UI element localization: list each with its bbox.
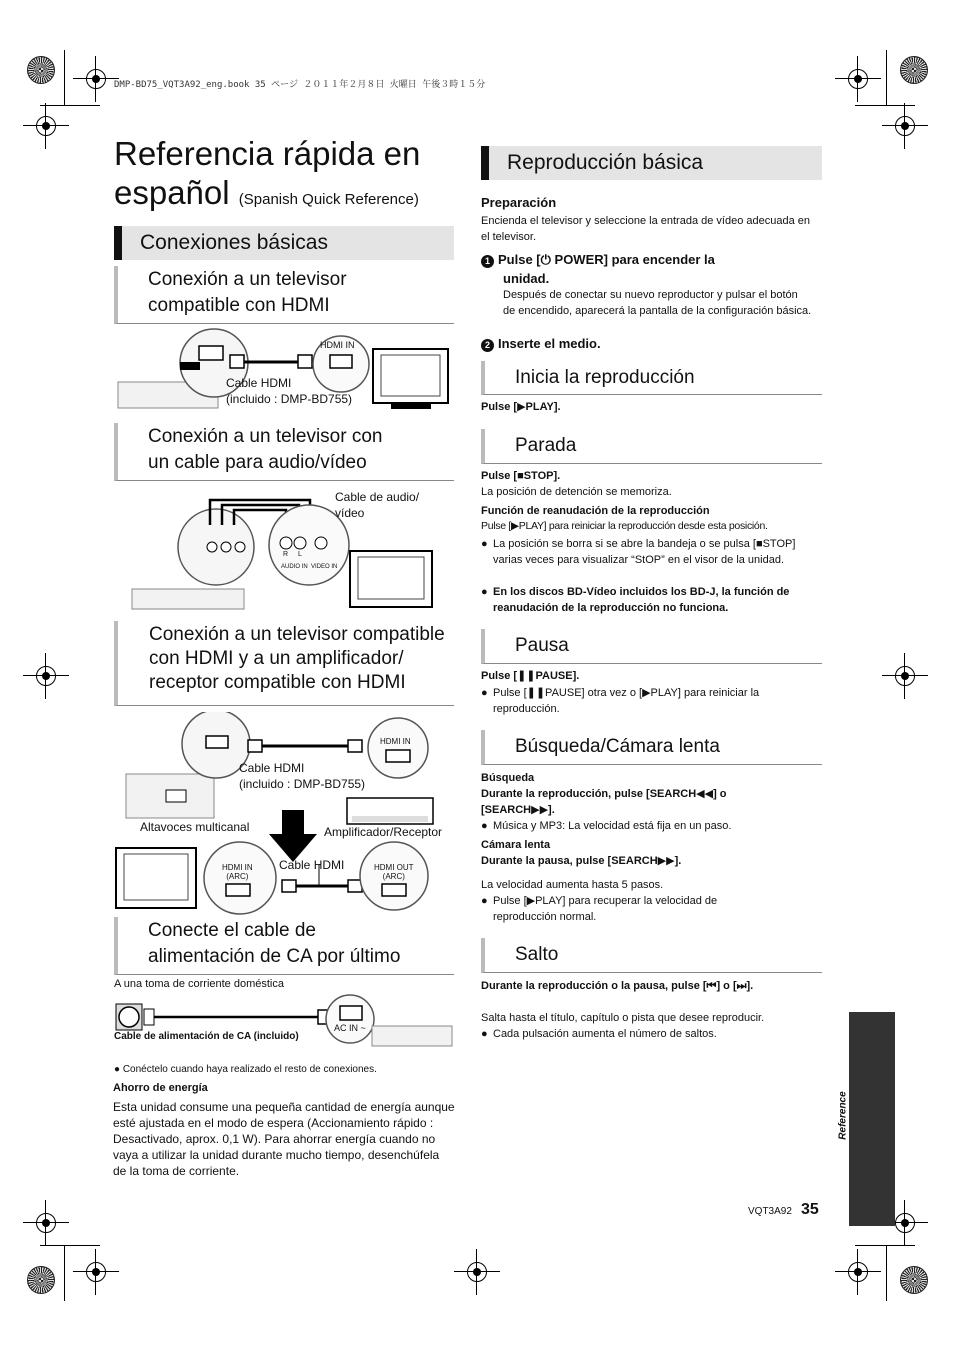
bullet: ● [481,820,488,832]
heading-line: Conexión a un televisor [148,269,347,290]
play-cmd: Pulse [▶PLAY]. [481,401,561,413]
crop-mark [64,50,65,106]
footer-code: VQT3A92 [748,1206,792,1217]
heading-skip: Salto [481,938,822,973]
search-title: Búsqueda [481,772,535,784]
registration-mark-bottom-right [845,1259,871,1285]
stop-bullet1 [481,536,816,568]
page-title-line1: Referencia rápida en [114,135,421,172]
label-audio-in: AUDIO IN [281,564,308,570]
heading-power [114,917,454,975]
pause-bullet [481,685,816,717]
tv-screen [381,355,440,396]
heading-hdmi-tv [114,266,454,324]
player-jack [207,542,217,552]
stop-bullet2 [481,584,816,616]
label-amplifier: Amplificador/Receptor [324,825,443,839]
step-number-2: 2 [481,339,494,352]
bullet: ● [481,586,488,598]
heading-play: Inicia la reproducción [481,361,822,395]
label-cable-hdmi: Cable HDMI [239,761,305,775]
step2-title [481,336,601,352]
heading-line: alimentación de CA por último [148,946,401,967]
label-outlet: A una toma de corriente doméstica [114,978,284,990]
label-r: R [283,551,289,558]
page-subtitle: (Spanish Quick Reference) [238,191,419,208]
label-cable-hdmi-2: Cable HDMI [279,858,345,872]
label-av-cable: Cable de audio/ [335,490,420,504]
step1-line [481,250,816,269]
skip-cmd: Durante la reproducción o la pausa, pulse [⏮] o [⏭]. [481,980,754,992]
prep-text: Encienda el televisor y seleccione la entrada de vídeo adecuada en el televisor. [481,215,811,243]
heading-amp [114,621,454,706]
arrow-icon [269,810,317,862]
registration-mark-right-mid [892,663,918,689]
energy-title: Ahorro de energía [113,1082,208,1094]
registration-mark-left-upper [33,113,59,139]
heading-line: Conecte el cable de [148,920,316,941]
bullet: ● [481,687,488,699]
resume-text: Pulse [▶PLAY] para reiniciar la reproducción desde esta posición. [481,520,768,532]
registration-mark-left-lower [33,1210,59,1236]
label-ac-in: AC IN ~ [334,1023,366,1033]
tv-jack-r [280,537,292,549]
section-bar-reproduccion: Reproducción básica [481,146,822,180]
side-tab [849,1012,895,1226]
skip-desc: Salta hasta el título, capítulo o pista que desee reproducir. [481,1012,765,1024]
label-power-cord: Cable de alimentación de CA (incluido) [114,1031,299,1042]
heading-line: compatible con HDMI [148,295,330,316]
step1-line: unidad. [503,271,550,286]
side-tab-label: Reference [837,1091,849,1140]
player-hdmi-port [166,790,186,802]
tv-jack-l [294,537,306,549]
label-hdmi-in: HDMI IN [320,340,355,350]
step2-title-text: Inserte el medio. [498,336,601,351]
pause-cmd: Pulse [❚❚PAUSE]. [481,670,580,682]
tv-hdmi-port [330,355,352,368]
bullet-text: Cada pulsación aumenta el número de saltos. [493,1028,717,1040]
heading-line: receptor compatible con HDMI [149,672,406,693]
ac-inlet [340,1006,362,1020]
player-jack [221,542,231,552]
amp-hdmi-port [386,750,410,762]
heading-pause: Pausa [481,629,822,664]
stop-desc: La posición de detención se memoriza. [481,486,672,498]
crop-mark [855,1245,915,1246]
prep-title: Preparación [481,195,557,210]
crop-mark [64,1245,65,1301]
amp-hdmi-out-port [382,884,406,896]
tv-hdmi-arc-port [226,884,250,896]
label-video-in: VIDEO IN [311,564,338,570]
tv-stand [391,404,431,409]
label-cable-hdmi-included: (incluido : DMP-BD755) [239,777,366,791]
bullet-text: Pulse [▶PLAY] para recuperar la velocidad de reproducción normal. [493,895,718,923]
step1-title [481,250,816,288]
color-rosette-top-left [27,56,55,84]
skip-bullet [481,1026,816,1042]
slow-bullet [481,893,781,925]
bullet-text: Pulse [❚❚PAUSE] otra vez o [▶PLAY] para reiniciar la reproducción. [493,687,760,715]
search-cmd: Durante la reproducción, pulse [SEARCH◀◀] o [SEARCH▶▶]. [481,788,727,816]
player-body [372,1026,452,1046]
bullet: ● [481,538,488,550]
bullet: ● [481,895,488,907]
hdmi-plug [282,880,296,892]
slow-desc: La velocidad aumenta hasta 5 pasos. [481,879,664,891]
heading-line: un cable para audio/vídeo [148,452,367,473]
crop-mark [40,1245,100,1246]
registration-mark-bottom-center [464,1259,490,1285]
registration-mark-right-upper [892,113,918,139]
player-hdmi-port [199,346,223,360]
power-note: ● Conéctelo cuando haya realizado el resto de conexiones. [114,1064,377,1075]
label-speakers: Altavoces multicanal [140,820,250,834]
registration-mark-bottom-left [83,1259,109,1285]
page-title-word: español [114,174,230,211]
tv-screen [358,557,424,599]
amp-callout-in [368,718,428,778]
registration-mark-top-right [845,66,871,92]
label-cable-hdmi: Cable HDMI [226,376,292,390]
color-rosette-bottom-right [900,1266,928,1294]
amplifier-front [352,816,428,822]
label-hdmi-in: HDMI IN [380,737,411,746]
label-hdmi-in-arc [222,863,253,881]
section-bar-conexiones: Conexiones básicas [114,226,454,260]
player-body [132,589,244,609]
player-label-hdmi [180,362,200,370]
hdmi-plug-left [230,355,244,368]
heading-search: Búsqueda/Cámara lenta [481,730,822,765]
tv-jack-video [315,537,327,549]
print-header: DMP-BD75_VQT3A92_eng.book 35 ページ ２０１１年２月８日 火曜日 午後３時１５分 [114,80,486,90]
hdmi-plug-right [298,355,312,368]
label-line: HDMI IN [222,863,253,872]
tv-screen [124,854,188,900]
label-line: (ARC) [382,872,405,881]
slow-title: Cámara lenta [481,839,551,851]
registration-mark-left-mid [33,663,59,689]
player-hdmi-port [206,736,228,748]
hdmi-plug [248,740,262,752]
label-av-cable-video: vídeo [335,506,365,520]
heading-line: Conexión a un televisor compatible [149,624,445,645]
step-number-1: 1 [481,255,494,268]
bullet: ● [481,1028,488,1040]
heading-line: con HDMI y a un amplificador/ [149,648,404,669]
crop-mark [855,105,915,106]
hdmi-plug [348,740,362,752]
slow-cmd: Durante la pausa, pulse [SEARCH▶▶]. [481,855,682,867]
step1-title-text: Pulse [⏻ POWER] para encender la [498,252,715,267]
color-rosette-bottom-left [27,1266,55,1294]
registration-mark-top-left [83,66,109,92]
energy-text: Esta unidad consume una pequeña cantidad de energía aunque esté ajustada en el modo de espera (Accionamiento rápido : Desactivado, aprox. 0,1 W). Para ahorrar energía cuando no vaya a utilizar la unidad durante mucho tiempo, desenchúfela de la toma de corriente. [113,1100,455,1178]
power-plug [119,1007,139,1027]
page-title-line2 [114,173,419,220]
bullet-text: En los discos BD-Vídeo incluidos los BD-J, la función de reanudación de la reproducción no funciona. [493,586,790,614]
crop-mark [886,50,887,106]
registration-mark-right-lower [892,1210,918,1236]
player-jack [235,542,245,552]
label-line: HDMI OUT [374,863,414,872]
heading-stop: Parada [481,429,822,464]
bullet-text: La posición se borra si se abre la bandeja o se pulsa [■STOP] varias veces para visualizar “StOP” en el visor de la unidad. [493,538,796,566]
heading-av-tv [114,423,454,481]
label-cable-hdmi-included: (incluido : DMP-BD755) [226,392,353,406]
bullet-text: Música y MP3: La velocidad está fija en un paso. [493,820,732,832]
search-bullet [481,818,816,834]
crop-mark [886,1245,887,1301]
page-number: 35 [801,1201,819,1218]
crop-mark [40,105,100,106]
stop-cmd: Pulse [■STOP]. [481,470,561,482]
label-hdmi-out-arc [374,863,414,881]
plug-body [144,1009,154,1025]
label-line: (ARC) [226,872,249,881]
step1-text: Después de conectar su nuevo reproductor y pulsar el botón de encendido, aparecerá la pantalla de la configuración básica. [503,289,812,317]
color-rosette-top-right [900,56,928,84]
resume-title: Función de reanudación de la reproducción [481,505,710,517]
label-l: L [298,551,302,558]
heading-line: Conexión a un televisor con [148,426,383,447]
